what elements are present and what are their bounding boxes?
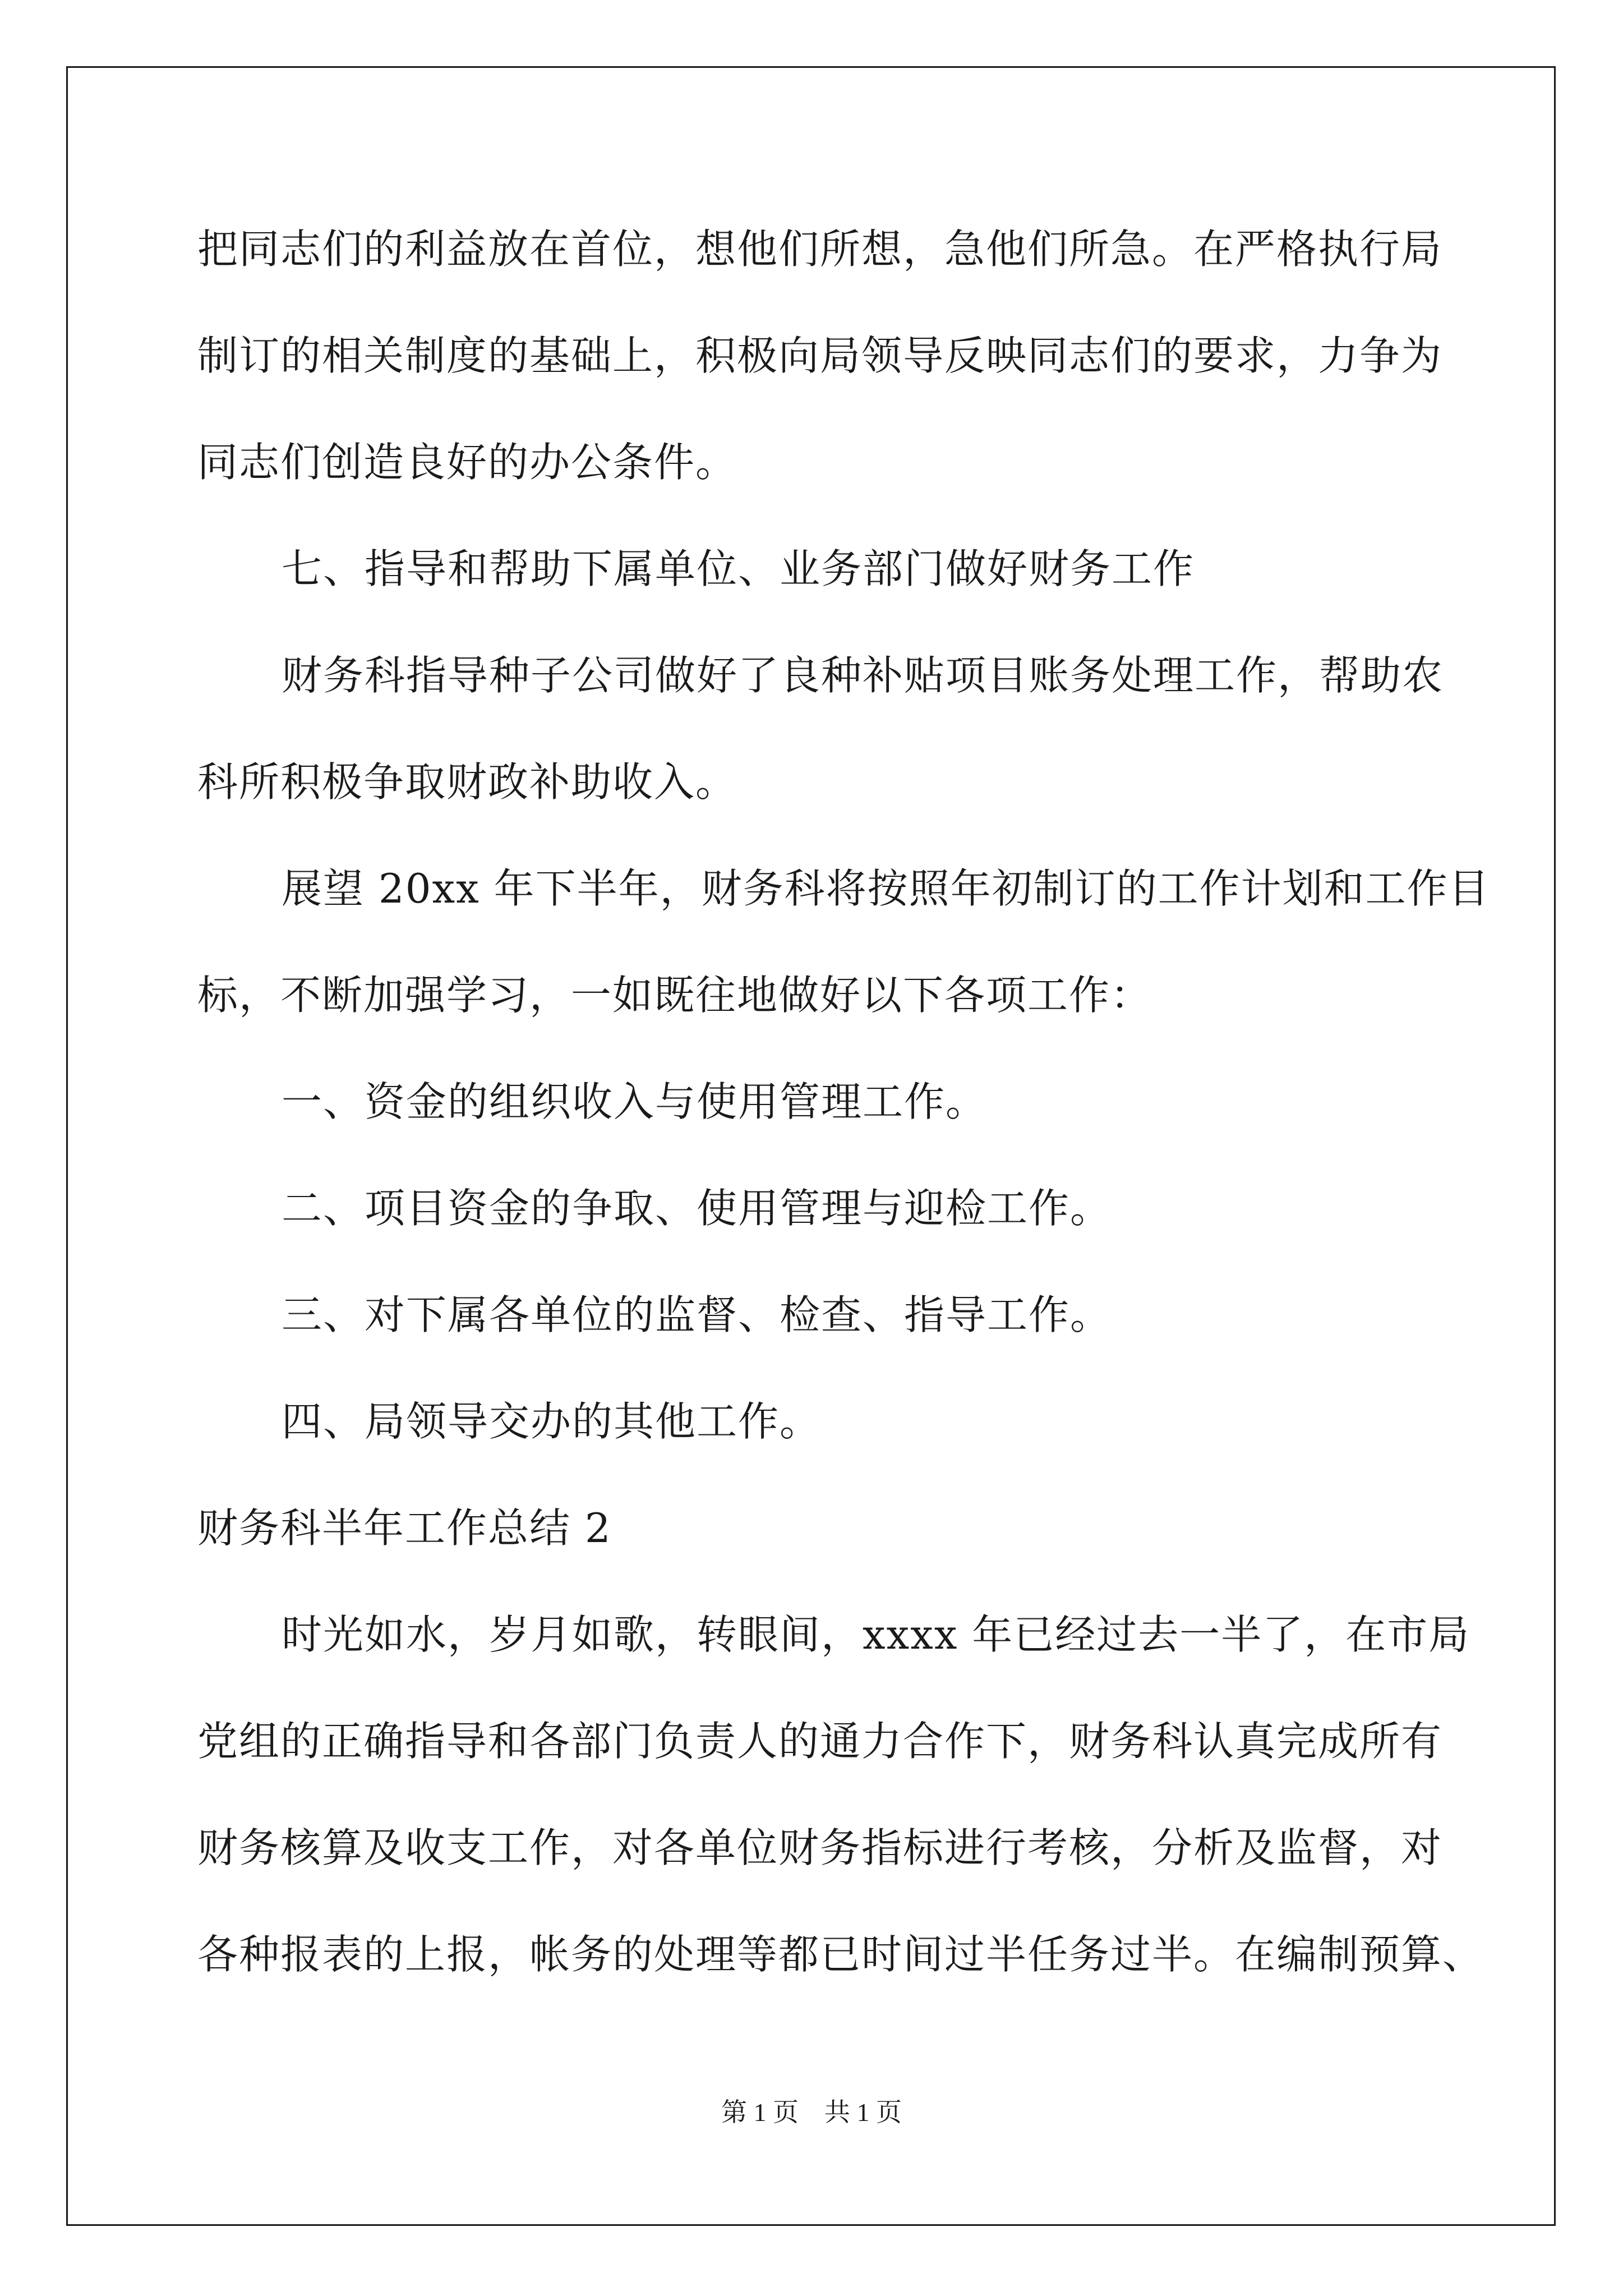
body-line: 展望 20xx 年下半年，财务科将按照年初制订的工作计划和工作目 — [282, 865, 1490, 912]
body-line: 制订的相关制度的基础上，积极向局领导反映同志们的要求，力争为 — [197, 332, 1443, 379]
body-line: 科所积极争取财政补助收入。 — [197, 758, 737, 806]
body-line: 标，不断加强学习，一如既往地做好以下各项工作： — [197, 972, 1152, 1019]
list-item: 一、资金的组织收入与使用管理工作。 — [282, 1078, 988, 1125]
page-border — [66, 66, 1556, 2226]
body-line: 各种报表的上报，帐务的处理等都已时间过半任务过半。在编制预算、 — [197, 1931, 1484, 1978]
body-line: 财务科指导种子公司做好了良种补贴项目账务处理工作，帮助农 — [282, 652, 1444, 699]
body-line: 同志们创造良好的办公条件。 — [197, 439, 737, 486]
section-heading: 七、指导和帮助下属单位、业务部门做好财务工作 — [282, 545, 1195, 592]
list-item: 二、项目资金的争取、使用管理与迎检工作。 — [282, 1185, 1112, 1232]
list-item: 四、局领导交办的其他工作。 — [282, 1398, 822, 1445]
body-line: 党组的正确指导和各部门负责人的通力合作下，财务科认真完成所有 — [197, 1718, 1443, 1765]
body-line: 把同志们的利益放在首位，想他们所想，急他们所急。在严格执行局 — [197, 226, 1443, 273]
page-footer: 第 1 页 共 1 页 — [721, 2098, 902, 2127]
list-item: 三、对下属各单位的监督、检查、指导工作。 — [282, 1291, 1112, 1338]
body-line: 财务核算及收支工作，对各单位财务指标进行考核，分析及监督，对 — [197, 1824, 1443, 1871]
body-line: 时光如水，岁月如歌，转眼间，xxxx 年已经过去一半了，在市局 — [282, 1611, 1470, 1658]
document-title: 财务科半年工作总结 2 — [197, 1504, 612, 1552]
